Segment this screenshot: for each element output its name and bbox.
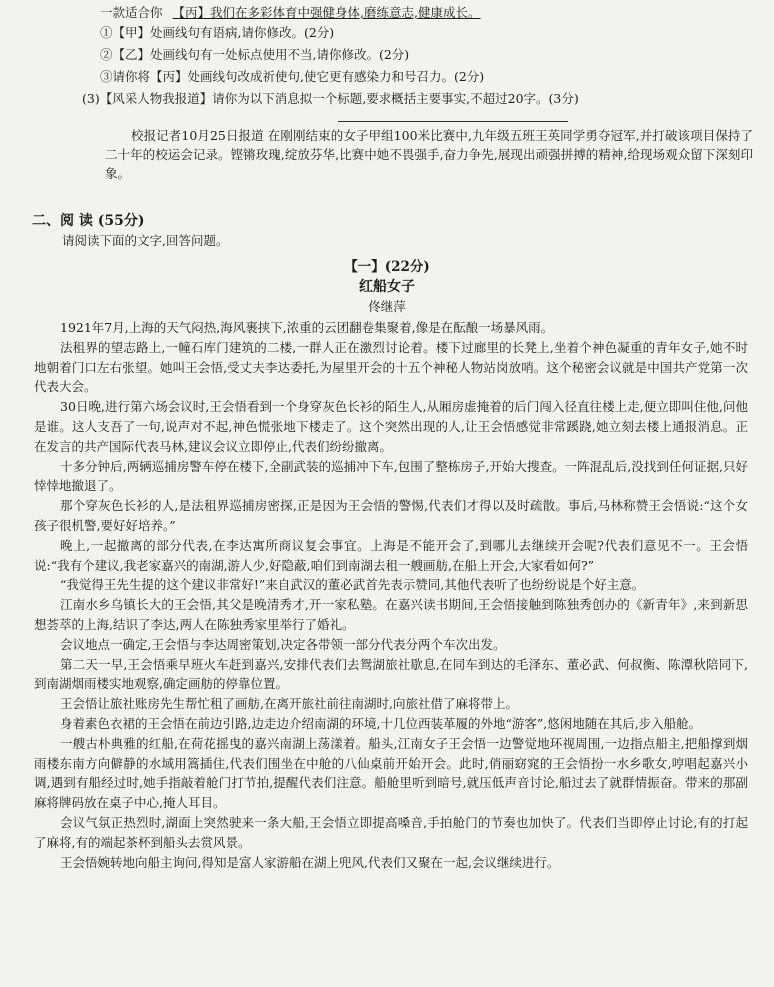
section-instruction: 请阅读下面的文字,回答问题。 <box>62 233 229 248</box>
question-3: ③请你将【丙】处画线句改成祈使句,使它更有感染力和号召力。(2分) <box>100 69 485 84</box>
paragraph: 会议地点一确定,王会悟与李达周密策划,决定各带领一部分代表分两个车次出发。 <box>60 636 506 652</box>
title-answer-line <box>338 121 568 122</box>
paragraph: 江南水乡乌镇长大的王会悟,其父是晚清秀才,开一家私塾。在嘉兴读书期间,王会悟接触到陈独秀创办的《新青年》,来到新思想荟萃的上海,结识了李达,两人在陈独秀家里举行了婚礼。 <box>34 597 748 632</box>
paragraph: 法租界的望志路上,一幢石库门建筑的二楼,一群人正在激烈讨论着。楼下过廊里的长凳上,坐着个神色凝重的青年女子,她不时地朝着门口左右张望。她叫王会悟,受丈夫李达委托,为屋里开会的十五个神秘人物站岗放哨。这个秘密会议就是中国共产党第一次代表大会。 <box>34 339 748 395</box>
sentence-bing: 【丙】我们在多彩体育中强健身体,磨练意志,健康成长。 <box>172 5 481 20</box>
paragraph: 一艘古朴典雅的红船,在荷花摇曳的嘉兴南湖上荡漾着。船头,江南女子王会悟一边警觉地环视周围,一边指点船主,把船撑到烟雨楼东南方向僻静的水域用篙插住,代表们围坐在中舱的八仙桌前开始开会。此时,俏丽窈窕的王会悟扮一水乡歌女,哼唱起嘉兴小调,遇到有船经过时,她手指敲着舱门打节拍,提醒代表们注意。船舱里听到暗号,就压低声音讨论,船过去了就群情振奋。带来的那副麻将牌码放在桌子中心,掩人耳目。 <box>34 735 748 811</box>
paragraph: 会议气氛正热烈时,湖面上突然驶来一条大船,王会悟立即提高嗓音,手拍舱门的节奏也加快了。代表们当即停止讨论,有的打起了麻将,有的端起茶杯到船头去赏风景。 <box>34 814 748 850</box>
paragraph: 第二天一早,王会悟乘早班火车赶到嘉兴,安排代表们去鸳湖旅社歇息,在同车到达的毛泽东、董必武、何叔衡、陈潭秋陪同下,到南湖烟雨楼实地观察,确定画舫的停靠位置。 <box>34 656 748 692</box>
article-body <box>34 318 748 984</box>
paragraph: 十多分钟后,两辆巡捕房警车停在楼下,全副武装的巡捕冲下车,包围了整栋房子,开始大搜查。一阵混乱后,没找到任何证据,只好悻悻地撤退了。 <box>34 458 748 494</box>
question-4: (3)【风采人物我报道】请你为以下消息拟一个标题,要求概括主要事实,不超过20字。(3分) <box>82 91 579 106</box>
question-1: ①【甲】处画线句有语病,请你修改。(2分) <box>100 25 335 40</box>
question-2: ②【乙】处画线句有一处标点使用不当,请你修改。(2分) <box>100 47 410 62</box>
article-author: 佟继萍 <box>368 299 406 314</box>
paragraph: 1921年7月,上海的天气闷热,海风裹挟下,浓重的云团翻卷集聚着,像是在酝酿一场暴风雨。 <box>60 320 554 335</box>
paragraph: 身着素色衣裙的王会悟在前边引路,边走边介绍南湖的环境,十几位西装革履的外地“游客”,悠闲地随在其后,步入船舱。 <box>60 715 702 731</box>
paragraph: 王会悟婉转地向船主询问,得知是富人家游船在湖上兜风,代表们又聚在一起,会议继续进行。 <box>60 854 560 870</box>
paragraph: 那个穿灰色长衫的人,是法租界巡捕房密探,正是因为王会悟的警惕,代表们才得以及时疏散。事后,马林称赞王会悟说:“这个女孩子很机警,要好好培养。” <box>34 498 748 533</box>
paragraph: 王会悟让旅社账房先生帮忙租了画舫,在离开旅社前往南湖时,向旅社借了麻将带上。 <box>60 696 518 712</box>
option-text: 一款适合你 <box>100 5 163 20</box>
article-title: 红船女子 <box>359 279 415 295</box>
paragraph: “我觉得王先生提的这个建议非常好!”来自武汉的董必武首先表示赞同,其他代表听了也纷纷说是个好主意。 <box>60 577 645 593</box>
news-report: 校报记者10月25日报道 在刚刚结束的女子甲组100米比赛中,九年级五班王英同学勇夺冠军,并打破该项目保持了二十年的校运会记录。铿锵玫瑰,绽放芬华,比赛中她不畏强手,奋力争先,展现出顽强拼搏的精神,给现场观众留下深刻印象。 <box>105 128 753 181</box>
paragraph: 晚上,一起撤离的部分代表,在李达寓所商议复会事宜。上海是不能开会了,到哪儿去继续开会呢?代表们意见不一。王会悟说:“我有个建议,我老家嘉兴的南湖,游人少,好隐蔽,咱们到南湖去租一艘画舫,在船上开会,大家看如何?” <box>34 537 748 573</box>
option-line-0 <box>100 4 760 22</box>
section-heading: 二、阅 读 (55分) <box>32 213 145 229</box>
part-label: 【一】(22分) <box>344 259 430 275</box>
paragraph: 30日晚,进行第六场会议时,王会悟看到一个身穿灰色长衫的陌生人,从厢房虚掩着的后门闯入径直往楼上走,便立即叫住他,问他是谁。这人支吾了一句,说声对不起,神色慌张地下楼走了。这个突然出现的人,让王会悟感觉非常蹊跷,她立刻去楼上通报消息。正在发言的共产国际代表马林,建议会议立即停止,代表们纷纷撤离。 <box>34 399 748 454</box>
